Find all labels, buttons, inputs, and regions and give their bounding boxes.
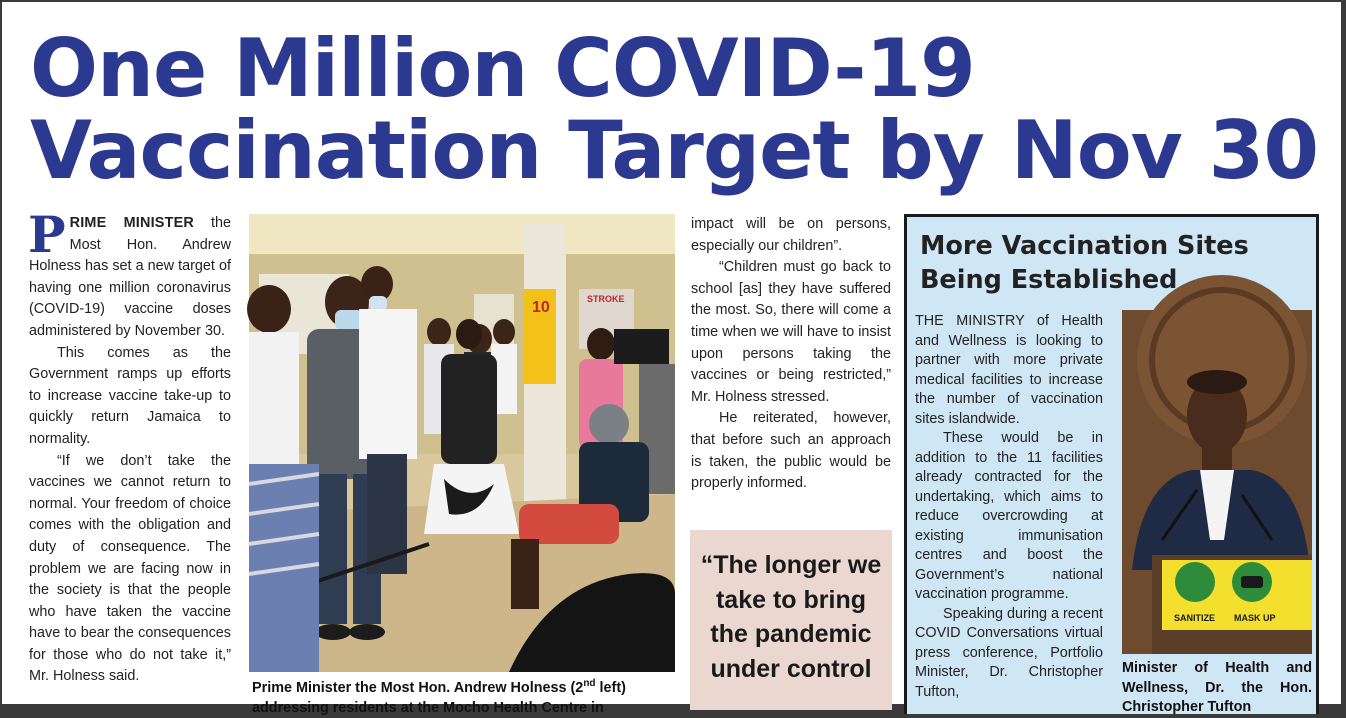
article-paragraph-1-text: the Most Hon. Andrew Holness has set a new target of having one million coronavirus (COVID-19) vaccine doses administered by November 30. xyxy=(29,215,231,339)
caption-text-b: left) xyxy=(595,680,626,696)
article-paragraph-4: impact will be on persons, especially our children”. xyxy=(691,216,891,254)
sidebar-title-line-2: Being Established xyxy=(920,265,1178,295)
article-column-1 xyxy=(28,205,231,688)
headline-line-2: Vaccination Target by Nov 30 xyxy=(30,104,1318,197)
newspaper-page xyxy=(2,2,1341,716)
sidebar-text xyxy=(915,312,1103,702)
headline-line-1: One Million COVID-19 xyxy=(30,22,975,115)
sidebar-paragraph-2: These would be in addition to the 11 facilities already contracted for the undertaking, which aims to reduce overcrowding at existing immunisation centres and boost the Government’s national vaccination programme. xyxy=(915,430,1103,602)
lead-caps: RIME MINISTER xyxy=(69,215,194,231)
photo-health-minister xyxy=(1122,310,1312,654)
sidebar-box xyxy=(904,214,1319,714)
article-column-3 xyxy=(691,214,891,495)
podium-label-sanitize: SANITIZE xyxy=(1174,613,1216,623)
poster-number: 10 xyxy=(532,299,550,316)
sidebar-paragraph-1: THE MINISTRY of Health and Wellness is looking to partner with more private medical facilities to increase the number of vaccination sites islandwide. xyxy=(915,313,1103,427)
photo-caption-health-minister: Minister of Health and Wellness, Dr. the Hon. Christopher Tufton xyxy=(1122,660,1312,715)
photo-prime-minister-addressing-residents xyxy=(249,214,675,672)
sidebar-paragraph-3: Speaking during a recent COVID Conversations virtual press conference, Portfolio Minister, Dr. Christopher Tufton, xyxy=(915,605,1104,700)
sidebar-title-line-1: More Vaccination Sites xyxy=(920,231,1249,261)
drop-cap: P xyxy=(28,205,66,264)
pull-quote: “The longer we take to bring the pandemic under control xyxy=(690,530,892,710)
caption-text-a: Prime Minister the Most Hon. Andrew Holness (2 xyxy=(252,680,584,696)
article-paragraph-2: This comes as the Government ramps up efforts to increase vaccine take-up to quickly return Jamaica to normality. xyxy=(29,344,231,447)
podium-label-mask-up: MASK UP xyxy=(1234,613,1276,623)
poster-banner-text: STROKE xyxy=(587,294,625,304)
article-paragraph-3: “If we don’t take the vaccines we cannot return to normal. Your freedom of choice comes with the obligation and duty of consequence. The problem we are facing now in the society is that the people who have taken the vaccine have to bear the consequences for those who do not take it,” Mr. Holness said. xyxy=(29,452,231,685)
article-paragraph-1 xyxy=(28,205,231,343)
caption-line-1 xyxy=(252,678,676,698)
photo-caption-prime-minister xyxy=(252,678,676,718)
article-paragraph-6: He reiterated, however, that before such an approach is taken, the public would be properly informed. xyxy=(691,410,891,492)
caption-line-2: addressing residents at the Mocho Health Centre in xyxy=(252,700,604,716)
article-paragraph-5: “Children must go back to school [as] they have suffered the most. So, there will come a time when we will have to insist upon persons taking the vaccines or being restricted,” Mr. Holness stressed. xyxy=(691,259,891,405)
caption-superscript: nd xyxy=(583,678,596,690)
headline xyxy=(30,22,1330,197)
